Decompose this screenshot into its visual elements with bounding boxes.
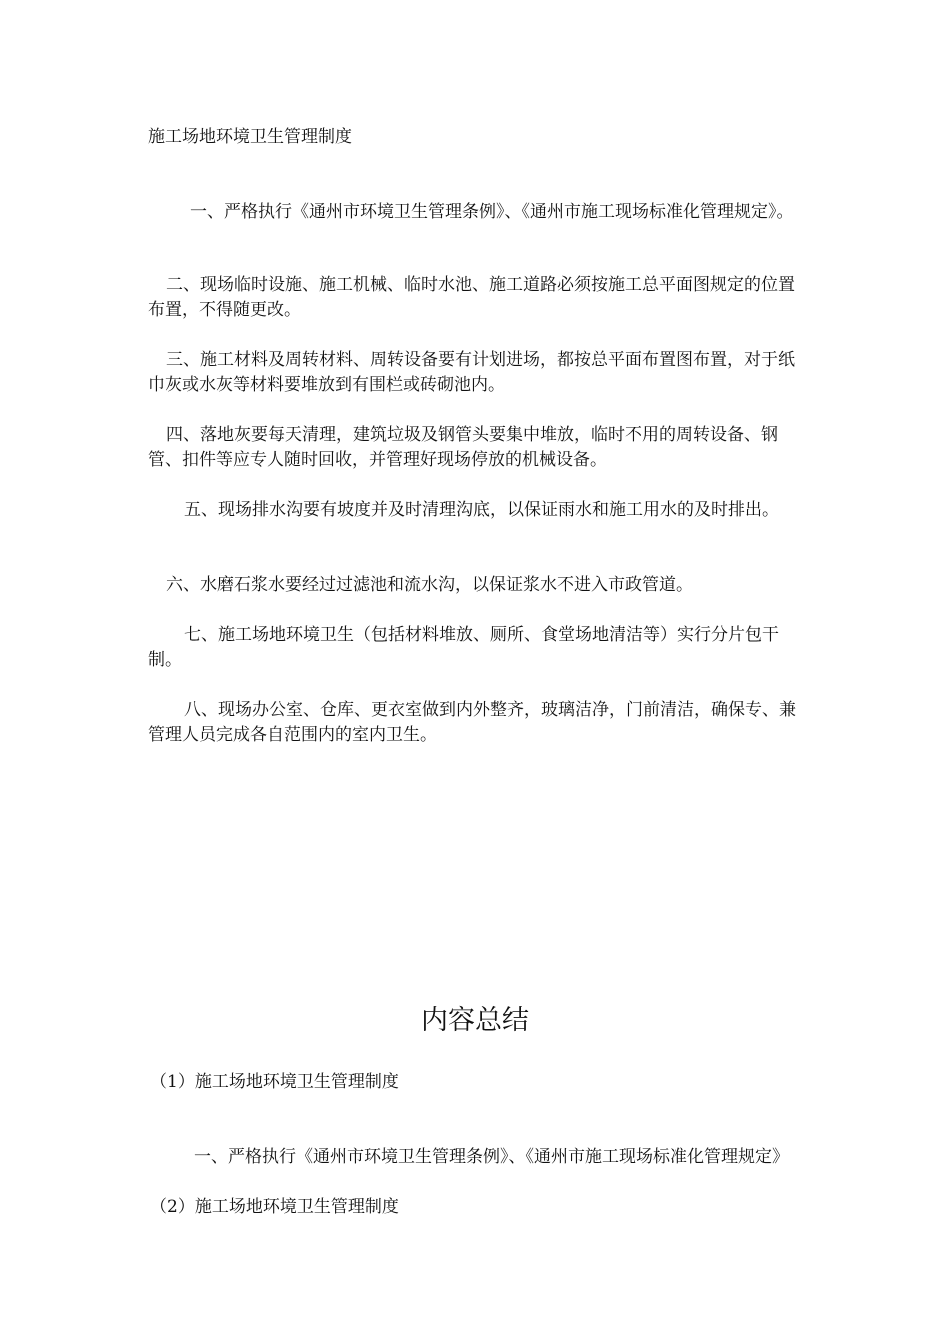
paragraph-3: 三、施工材料及周转材料、周转设备要有计划进场，都按总平面布置图布置，对于纸巾灰或水灰等材料要堆放到有围栏或砖砌池内。 — [148, 350, 795, 395]
paragraph-6: 六、水磨石浆水要经过过滤池和流水沟，以保证浆水不进入市政管道。 — [166, 575, 693, 595]
summary-item-1-body: 一、严格执行《通州市环境卫生管理条例》、《通州市施工现场标准化管理规定》 — [194, 1147, 789, 1167]
paragraph-7: 七、施工场地环境卫生（包括材料堆放、厕所、食堂场地清洁等）实行分片包干制。 — [148, 625, 779, 670]
summary-heading: 内容总结 — [421, 1005, 529, 1036]
summary-item-1-label: （1）施工场地环境卫生管理制度 — [150, 1072, 399, 1092]
paragraph-4: 四、落地灰要每天清理，建筑垃圾及钢管头要集中堆放，临时不用的周转设备、钢管、扣件等应专人随时回收，并管理好现场停放的机械设备。 — [148, 425, 778, 470]
summary-item-2-label: （2）施工场地环境卫生管理制度 — [150, 1197, 399, 1217]
document-title: 施工场地环境卫生管理制度 — [148, 127, 352, 147]
paragraph-1: 一、严格执行《通州市环境卫生管理条例》、《通州市施工现场标准化管理规定》。 — [190, 202, 794, 222]
paragraph-2: 二、现场临时设施、施工机械、临时水池、施工道路必须按施工总平面图规定的位置布置，不得随更改。 — [148, 275, 795, 320]
paragraph-5: 五、现场排水沟要有坡度并及时清理沟底，以保证雨水和施工用水的及时排出。 — [184, 500, 779, 520]
paragraph-8: 八、现场办公室、仓库、更衣室做到内外整齐，玻璃洁净，门前清洁，确保专、兼管理人员完成各自范围内的室内卫生。 — [148, 700, 796, 745]
